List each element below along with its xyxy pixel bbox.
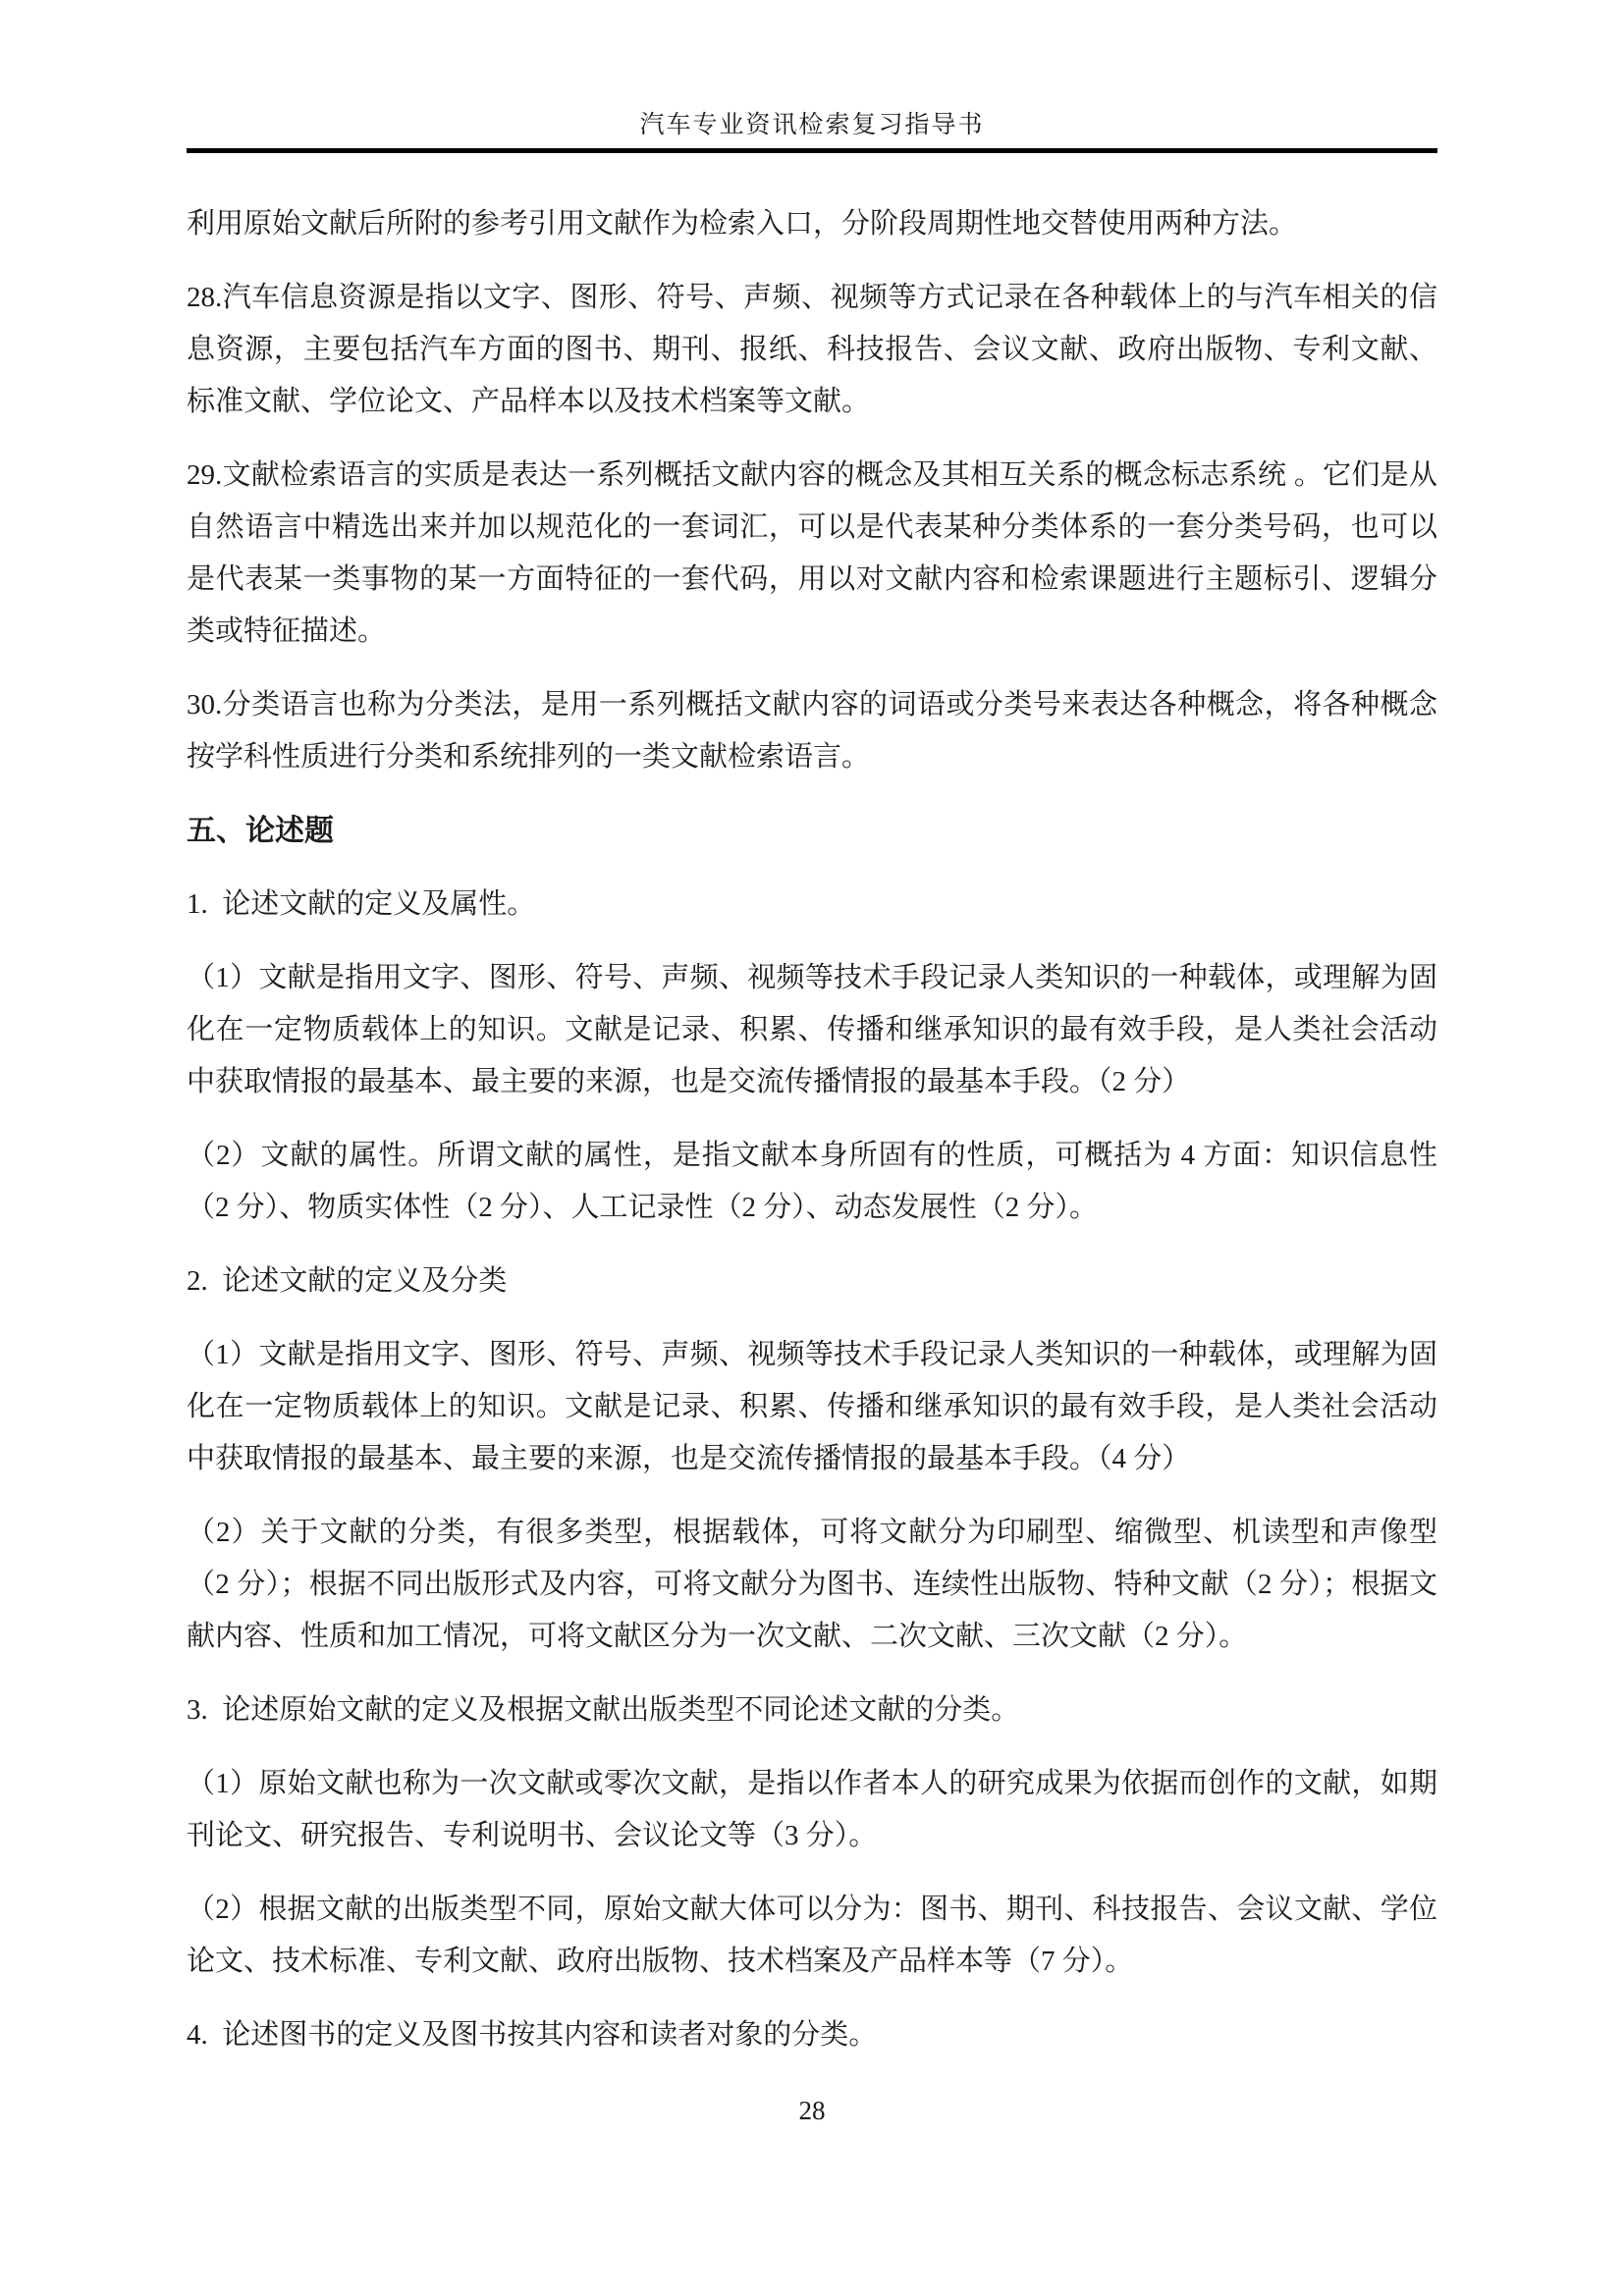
answer-2-part-1: （1）文献是指用文字、图形、符号、声频、视频等技术手段记录人类知识的一种载体，或理解为固化在一定物质载体上的知识。文献是记录、积累、传播和继承知识的最有效手段，是人类社会活动中获取情报的最基本、最主要的来源，也是交流传播情报的最基本手段。（4 分） bbox=[187, 1339, 1437, 1474]
answer-1-part-2: （2）文献的属性。所谓文献的属性，是指文献本身所固有的性质，可概括为 4 方面：知识信息性（2 分）、物质实体性（2 分）、人工记录性（2 分）、动态发展性（2 分）。 bbox=[187, 1140, 1437, 1223]
document-body bbox=[187, 198, 1437, 2083]
question-3: 3. 论述原始文献的定义及根据文献出版类型不同论述文献的分类。 bbox=[187, 1694, 1020, 1726]
question-2: 2. 论述文献的定义及分类 bbox=[187, 1265, 508, 1297]
page-number: 28 bbox=[798, 2096, 826, 2125]
page-header bbox=[187, 110, 1437, 161]
answer-1-part-1: （1）文献是指用文字、图形、符号、声频、视频等技术手段记录人类知识的一种载体，或理解为固化在一定物质载体上的知识。文献是记录、积累、传播和继承知识的最有效手段，是人类社会活动中获取情报的最基本、最主要的来源，也是交流传播情报的最基本手段。（2 分） bbox=[187, 962, 1437, 1097]
question-1: 1. 论述文献的定义及属性。 bbox=[187, 888, 536, 920]
answer-3-part-2: （2）根据文献的出版类型不同，原始文献大体可以分为：图书、期刊、科技报告、会议文献、学位论文、技术标准、专利文献、政府出版物、技术档案及产品样本等（7 分）。 bbox=[187, 1894, 1437, 1977]
header-rule bbox=[187, 148, 1437, 153]
page-header-title: 汽车专业资讯检索复习指导书 bbox=[639, 112, 985, 138]
paragraph-continuation: 利用原始文献后所附的参考引用文献作为检索入口，分阶段周期性地交替使用两种方法。 bbox=[187, 208, 1298, 240]
section-heading-essay-questions: 五、论述题 bbox=[187, 815, 334, 847]
answer-2-part-2: （2）关于文献的分类，有很多类型，根据载体，可将文献分为印刷型、缩微型、机读型和声像型（2 分）；根据不同出版形式及内容，可将文献分为图书、连续性出版物、特种文献（2 分）；根据文献内容、性质和加工情况，可将文献区分为一次文献、二次文献、三次文献（2 分）。 bbox=[187, 1517, 1437, 1652]
question-4: 4. 论述图书的定义及图书按其内容和读者对象的分类。 bbox=[187, 2019, 878, 2051]
answer-3-part-1: （1）原始文献也称为一次文献或零次文献，是指以作者本人的研究成果为依据而创作的文献，如期刊论文、研究报告、专利说明书、会议论文等（3 分）。 bbox=[187, 1768, 1437, 1851]
paragraph-29: 29.文献检索语言的实质是表达一系列概括文献内容的概念及其相互关系的概念标志系统 。它们是从自然语言中精选出来并加以规范化的一套词汇，可以是代表某种分类体系的一套分类号码，也可以是代表某一类事物的某一方面特征的一套代码，用以对文献内容和检索课题进行主题标引、逻辑分类或特征描述。 bbox=[187, 459, 1437, 647]
paragraph-30: 30.分类语言也称为分类法，是用一系列概括文献内容的词语或分类号来表达各种概念，将各种概念按学科性质进行分类和系统排列的一类文献检索语言。 bbox=[187, 689, 1437, 773]
paragraph-28: 28.汽车信息资源是指以文字、图形、符号、声频、视频等方式记录在各种载体上的与汽车相关的信息资源，主要包括汽车方面的图书、期刊、报纸、科技报告、会议文献、政府出版物、专利文献、标准文献、学位论文、产品样本以及技术档案等文献。 bbox=[187, 282, 1437, 417]
page-footer bbox=[0, 2093, 1624, 2128]
